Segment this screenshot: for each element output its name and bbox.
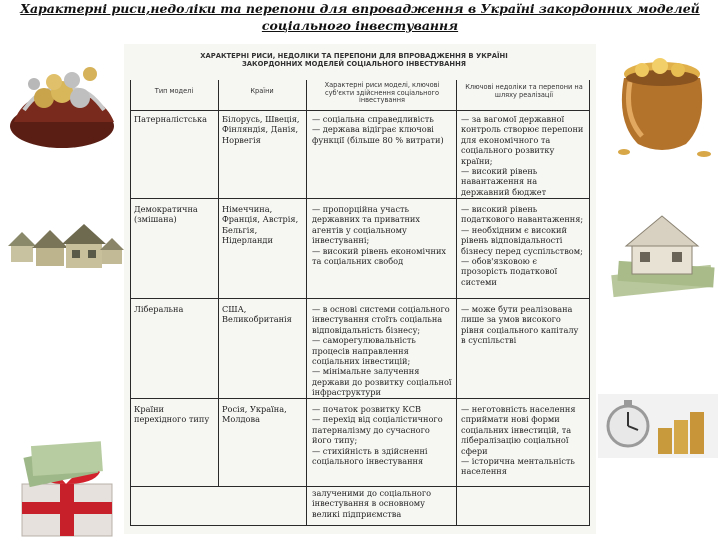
row-1-type: Патерналістська [134,114,207,124]
row-2-features: — пропорційна участь державних та приватних агентів у соціальному інвестуванні; — високий рівень економічних та соціальних свобод [312,204,447,267]
row-4-features: — початок розвитку КСВ — перехід від соціалістичного патерналізму до сучасного його типу; — стихійність в здійсненні соціального інвестування [312,404,443,467]
column-header-type: Тип моделі [154,87,194,95]
table-heading: ХАРАКТЕРНІ РИСИ, НЕДОЛІКИ ТА ПЕРЕПОНИ ДЛЯ ВПРОВАДЖЕННЯ В УКРАЇНІ ЗАКОРДОННИХ МОДЕЛЕЙ СОЦІАЛЬНОГО ІНВЕСТУВАННЯ [200,52,508,68]
gift-box-money-picture [2,436,124,538]
table-border-right [589,80,590,526]
pot-of-gold-picture [608,52,718,162]
slide-title: Характерні риси,недоліки та перепони для впровадження в Україні закордонних моделей соціального інвестування [20,1,700,33]
row-1-countries: Білорусь, Швеція, Фінляндія, Данія, Норвегія [222,114,300,145]
column-divider-3 [456,80,457,526]
row-3-countries: США, Великобританія [222,304,292,325]
coin-purse-picture [4,52,124,152]
house-on-banknotes-picture [604,206,718,306]
row-3-features: — в основі системи соціального інвестування стоїть соціальна відповідальність бізнесу; — саморегулювальність процесів направлення соціальних інвестицій; — мінімальне залучення держави до розвитку соціальної інфраструктури [312,304,452,398]
table-border-bottom [130,525,590,526]
row-2-countries: Німеччина, Франція, Австрія, Бельгія, Нідерланди [222,204,299,246]
row-4-barriers: — неготовність населення сприймати нові форми соціальних інвестицій, та лібералізацію соціальної сфери — історична ментальність населення [461,404,576,477]
row-rule-2 [130,298,590,299]
row-rule-4 [130,486,590,487]
row-rule-1 [130,198,590,199]
column-divider-2 [306,80,307,526]
column-divider-1 [218,80,219,486]
row-4-countries: Росія, Україна, Молдова [222,404,287,425]
header-rule [130,110,590,111]
column-header-barriers: Ключові недоліки та перепони на шляху реалізації [465,83,583,99]
column-header-countries: Країни [250,87,274,95]
column-header-features: Характерні риси моделі, ключові суб'єкти здійснення соціального інвестування [324,81,440,105]
row-3-barriers: — може бути реалізована лише за умов високого рівня соціального капіталу в суспільстві [461,304,579,346]
model-houses-picture [2,218,124,274]
table-border-left [130,80,131,526]
row-2-barriers: — високий рівень податкового навантаження; — необхідним є високий рівень відповідальності бізнесу перед суспільством; — обов'язковою є прозорість податкової системи [461,204,584,287]
row-1-features: — соціальна справедливість — держава відіграє ключові функції (більше 80 % витрати) [312,114,444,145]
table-footer-fragment: залученими до соціального інвестування в основному великі підприємства [312,488,432,519]
row-3-type: Ліберальна [134,304,184,314]
row-1-barriers: — за вагомої державної контроль створює перепони для економічного та соціального розвитку країни; — високий рівень навантаження на державний бюджет [461,114,584,197]
row-4-type: Країни перехідного типу [134,404,210,425]
stopwatch-coins-picture [598,394,718,458]
row-rule-3 [130,398,590,399]
row-2-type: Демократична (змішана) [134,204,198,225]
